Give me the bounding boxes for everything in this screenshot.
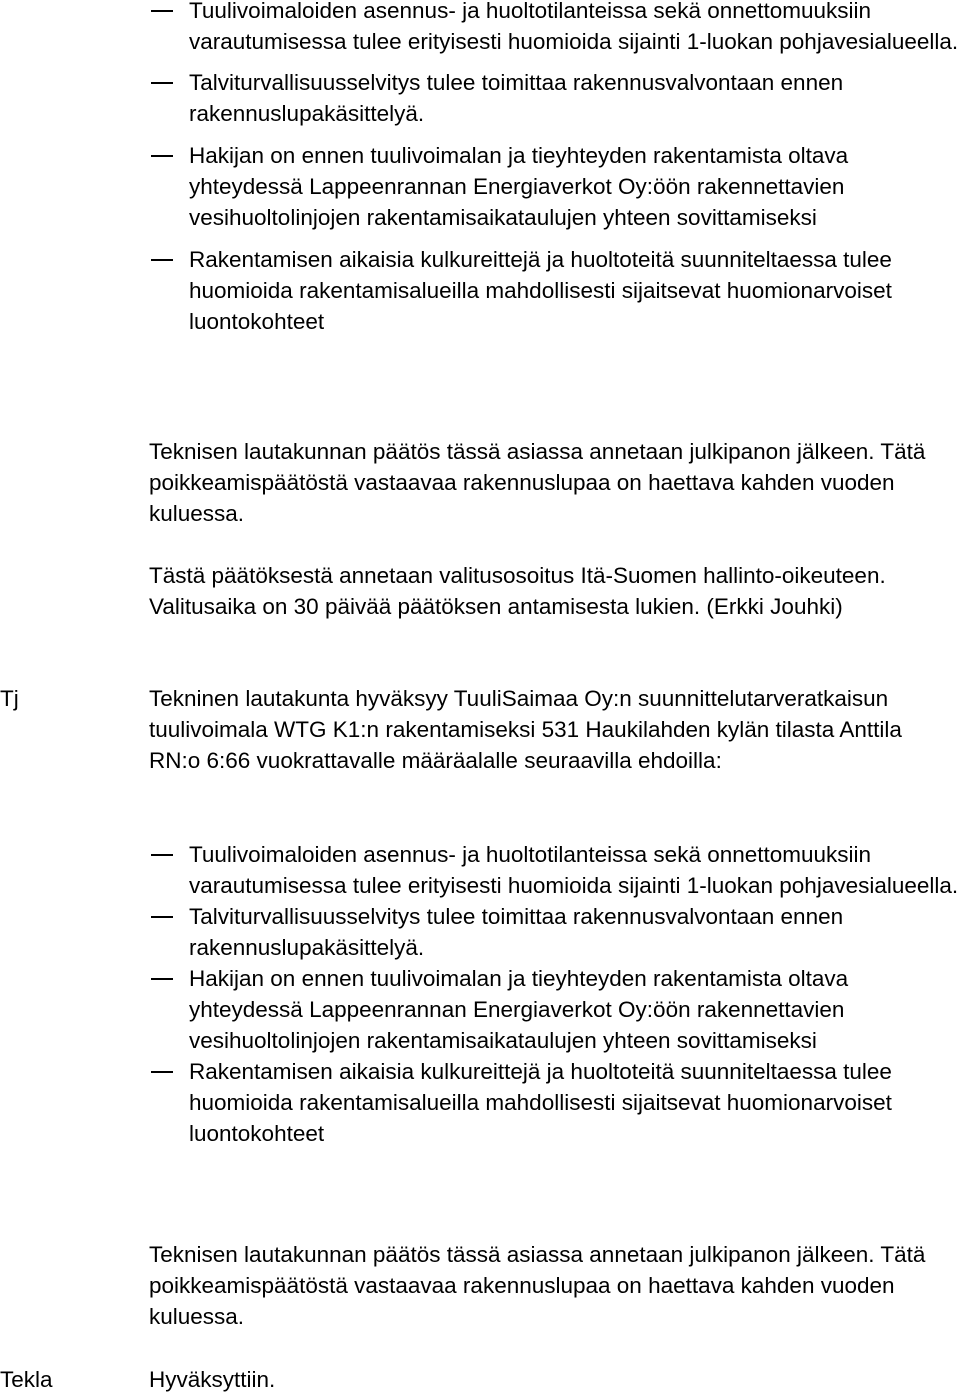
dash-bullet-icon — [151, 155, 173, 157]
appeal-paragraph — [149, 560, 949, 622]
condition-text: Hakijan on ennen tuulivoimalan ja tieyhteyden rakentamista oltava yhteydessä Lappeenrannan Energiaverkot Oy:öön rakennettavien vesihuoltolinjojen rakentamisaikataulujen yhteen sovittamiseksi — [189, 966, 849, 1053]
condition-text: Rakentamisen aikaisia kulkureittejä ja huoltoteitä suunniteltaessa tulee huomioida rakentamisalueilla mahdollisesti sijaitsevat huomionarvoiset luontokohteet — [189, 247, 892, 334]
publication-paragraph-2 — [149, 1239, 949, 1332]
condition-text: Tuulivoimaloiden asennus- ja huoltotilanteissa sekä onnettomuuksiin varautumisessa tulee erityisesti huomioida sijainti 1-luokan pohjavesialueella. — [189, 0, 959, 54]
condition-text: Tuulivoimaloiden asennus- ja huoltotilanteissa sekä onnettomuuksiin varautumisessa tulee erityisesti huomioida sijainti 1-luokan pohjavesialueella. — [189, 842, 959, 898]
proposal-text: Tekninen lautakunta hyväksyy TuuliSaimaa Oy:n suunnittelutarveratkaisun tuulivoimala WTG K1:n rakentamiseksi 531 Haukilahden kylän tilasta Anttila RN:o 6:66 vuokrattavalle määräalalle seuraavilla ehdoilla: — [149, 686, 902, 773]
condition-item — [149, 0, 960, 57]
decision-label: Tekla — [0, 1367, 53, 1392]
conditions-list-2 — [149, 839, 960, 1149]
condition-item — [149, 67, 960, 129]
condition-item — [149, 244, 960, 337]
dash-bullet-icon — [151, 10, 173, 12]
proposal-label: Tj — [0, 686, 19, 711]
condition-item — [149, 901, 960, 963]
condition-text: Talviturvallisuusselvitys tulee toimittaa rakennusvalvontaan ennen rakennuslupakäsittelyä. — [189, 904, 844, 960]
condition-text: Hakijan on ennen tuulivoimalan ja tieyhteyden rakentamista oltava yhteydessä Lappeenrannan Energiaverkot Oy:öön rakennettavien vesihuoltolinjojen rakentamisaikataulujen yhteen sovittamiseksi — [189, 143, 849, 230]
condition-item — [149, 1056, 960, 1149]
condition-text: Rakentamisen aikaisia kulkureittejä ja huoltoteitä suunniteltaessa tulee huomioida rakentamisalueilla mahdollisesti sijaitsevat huomionarvoiset luontokohteet — [189, 1059, 892, 1146]
dash-bullet-icon — [151, 854, 173, 856]
dash-bullet-icon — [151, 978, 173, 980]
publication-paragraph-1 — [149, 436, 949, 529]
dash-bullet-icon — [151, 82, 173, 84]
condition-item — [149, 963, 960, 1056]
publication-text: Teknisen lautakunnan päätös tässä asiassa annetaan julkipanon jälkeen. Tätä poikkeamispäätöstä vastaavaa rakennuslupaa on haettava kahden vuoden kuluessa. — [149, 439, 926, 526]
publication-text: Teknisen lautakunnan päätös tässä asiassa annetaan julkipanon jälkeen. Tätä poikkeamispäätöstä vastaavaa rakennuslupaa on haettava kahden vuoden kuluessa. — [149, 1242, 926, 1329]
dash-bullet-icon — [151, 916, 173, 918]
dash-bullet-icon — [151, 1071, 173, 1073]
condition-text: Talviturvallisuusselvitys tulee toimittaa rakennusvalvontaan ennen rakennuslupakäsittelyä. — [189, 70, 844, 126]
dash-bullet-icon — [151, 259, 173, 261]
condition-item — [149, 140, 960, 233]
appeal-text: Tästä päätöksestä annetaan valitusosoitus Itä-Suomen hallinto-oikeuteen. Valitusaika on 30 päivää päätöksen antamisesta lukien. (Erkki Jouhki) — [149, 563, 886, 619]
decision-text: Hyväksyttiin. — [149, 1367, 276, 1392]
condition-item — [149, 839, 960, 901]
conditions-list-1 — [149, 0, 960, 337]
